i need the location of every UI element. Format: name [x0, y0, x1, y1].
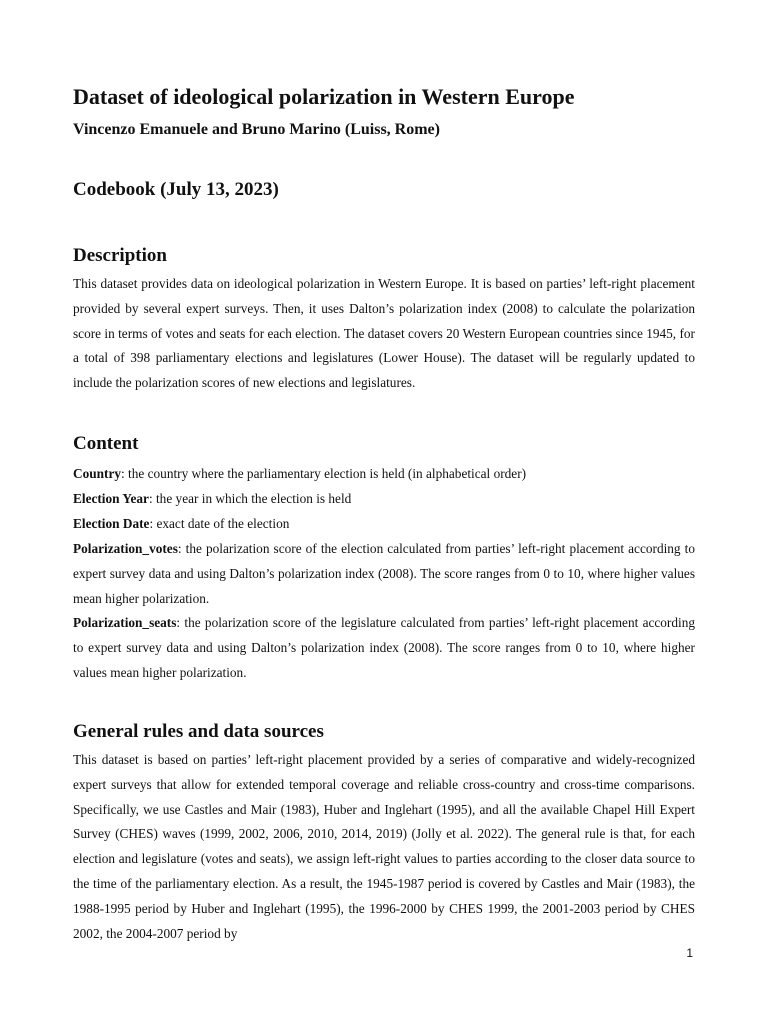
field-description: : the country where the parliamentary election is held (in alphabetical order) — [121, 466, 527, 481]
field-description: : the polarization score of the legislature calculated from parties’ left-right placement according to expert survey data and using Dalton’s polarization index (2008). The score ranges from 0 to 10, where higher values mean higher polarization. — [73, 615, 695, 680]
field-polarization-seats — [73, 611, 695, 685]
field-name: Election Date — [73, 516, 150, 531]
rules-heading: General rules and data sources — [73, 721, 324, 742]
field-name: Election Year — [73, 491, 149, 506]
content-heading: Content — [73, 433, 139, 454]
document-title: Dataset of ideological polarization in Western Europe — [73, 84, 575, 109]
page-number: 1 — [686, 946, 693, 960]
field-name: Country — [73, 466, 122, 481]
field-election-date — [73, 512, 695, 537]
field-country — [73, 462, 695, 487]
codebook-date: Codebook (July 13, 2023) — [73, 179, 279, 200]
field-name: Polarization_votes — [73, 541, 178, 556]
description-heading: Description — [73, 245, 167, 266]
field-polarization-votes — [73, 537, 695, 611]
field-description: : the year in which the election is held — [148, 491, 352, 506]
field-description: : exact date of the election — [149, 516, 290, 531]
document-authors: Vincenzo Emanuele and Bruno Marino (Luiss, Rome) — [73, 121, 440, 138]
rules-paragraph: This dataset is based on parties’ left-right placement provided by a series of comparative and widely-recognized expert surveys that allow for extended temporal coverage and reliable cross-country and cross-time comparisons. Specifically, we use Castles and Mair (1983), Huber and Inglehart (1995), and all the available Chapel Hill Expert Survey (CHES) waves (1999, 2002, 2006, 2010, 2014, 2019) (Jolly et al. 2022). The general rule is that, for each election and legislature (votes and seats), we assign left-right values to parties according to the closer data source to the time of the parliamentary election. As a result, the 1945-1987 period is covered by Castles and Mair (1983), the 1988-1995 period by Huber and Inglehart (1995), the 1996-2000 by CHES 1999, the 2001-2003 period by CHES 2002, the 2004-2007 period by — [73, 752, 695, 941]
field-election-year — [73, 487, 695, 512]
description-paragraph: This dataset provides data on ideological polarization in Western Europe. It is based on parties’ left-right placement provided by several expert surveys. Then, it uses Dalton’s polarization index (2008) to calculate the polarization score in terms of votes and seats for each election. The dataset covers 20 Western European countries since 1945, for a total of 398 parliamentary elections and legislatures (Lower House). The dataset will be regularly updated to include the polarization scores of new elections and legislatures. — [73, 276, 695, 391]
field-description: : the polarization score of the election calculated from parties’ left-right placement according to expert survey data and using Dalton’s polarization index (2008). The score ranges from 0 to 10, where higher values mean higher polarization. — [73, 541, 695, 606]
field-name: Polarization_seats — [73, 615, 177, 630]
